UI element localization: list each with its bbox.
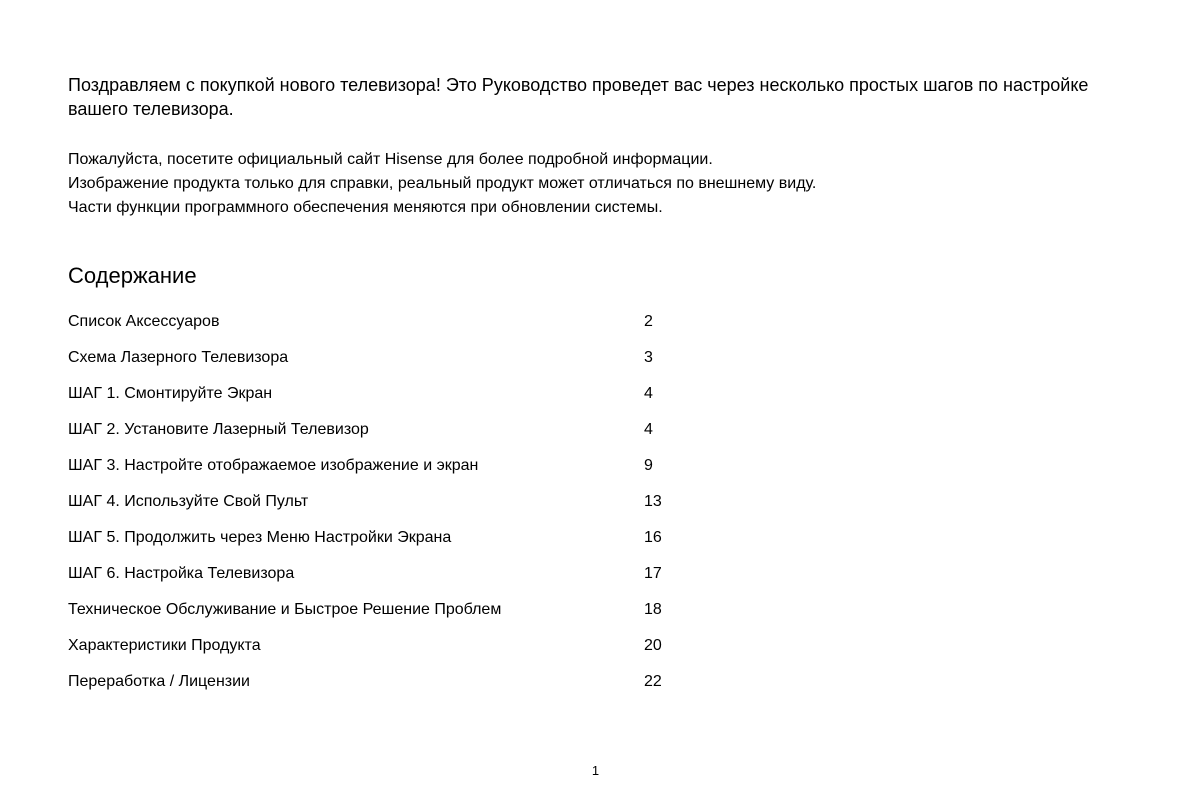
toc-item-recycling[interactable] — [68, 670, 688, 706]
toc-item-page: 4 — [644, 385, 653, 402]
toc-item-label: ШАГ 3. Настройте отображаемое изображение и экран — [68, 457, 479, 474]
toc-item-label: ШАГ 2. Установите Лазерный Телевизор — [68, 421, 369, 438]
toc-item-page: 17 — [644, 565, 662, 582]
toc-item-label: ШАГ 4. Используйте Свой Пульт — [68, 493, 309, 510]
toc-item-page: 18 — [644, 601, 662, 618]
toc-item-page: 20 — [644, 637, 662, 654]
toc-item-label: ШАГ 1. Смонтируйте Экран — [68, 385, 273, 402]
toc-item-step-5[interactable] — [68, 526, 688, 562]
toc-item-label: Техническое Обслуживание и Быстрое Решение Проблем — [68, 601, 502, 618]
toc-item-label: ШАГ 6. Настройка Телевизора — [68, 565, 295, 582]
note-software-updates: Части функции программного обеспечения меняются при обновлении системы. — [68, 199, 663, 216]
note-official-site: Пожалуйста, посетите официальный сайт Hisense для более подробной информации. — [68, 151, 713, 168]
toc-item-step-3[interactable] — [68, 454, 688, 490]
page-number: 1 — [591, 763, 600, 778]
toc-title: Содержание — [68, 263, 197, 288]
notes-list — [68, 148, 1128, 220]
intro-paragraph: Поздравляем с покупкой нового телевизора! Это Руководство проведет вас через несколько простых шагов по настройке вашего телевизора. — [68, 75, 1089, 119]
toc-item-accessories[interactable] — [68, 310, 688, 346]
toc-item-label: Переработка / Лицензии — [68, 673, 250, 690]
table-of-contents — [68, 310, 688, 706]
note-product-image: Изображение продукта только для справки, реальный продукт может отличаться по внешнему виду. — [68, 175, 817, 192]
toc-item-page: 13 — [644, 493, 662, 510]
toc-item-maintenance[interactable] — [68, 598, 688, 634]
toc-item-page: 22 — [644, 673, 662, 690]
toc-item-diagram[interactable] — [68, 346, 688, 382]
toc-item-step-2[interactable] — [68, 418, 688, 454]
toc-item-label: ШАГ 5. Продолжить через Меню Настройки Экрана — [68, 529, 452, 546]
toc-item-label: Схема Лазерного Телевизора — [68, 349, 289, 366]
toc-item-specifications[interactable] — [68, 634, 688, 670]
toc-item-step-1[interactable] — [68, 382, 688, 418]
toc-item-page: 9 — [644, 457, 653, 474]
toc-item-label: Характеристики Продукта — [68, 637, 261, 654]
toc-item-label: Список Аксессуаров — [68, 313, 220, 330]
toc-item-page: 4 — [644, 421, 653, 438]
toc-item-step-4[interactable] — [68, 490, 688, 526]
toc-item-page: 3 — [644, 349, 653, 366]
toc-item-step-6[interactable] — [68, 562, 688, 598]
toc-item-page: 16 — [644, 529, 662, 546]
toc-item-page: 2 — [644, 313, 653, 330]
